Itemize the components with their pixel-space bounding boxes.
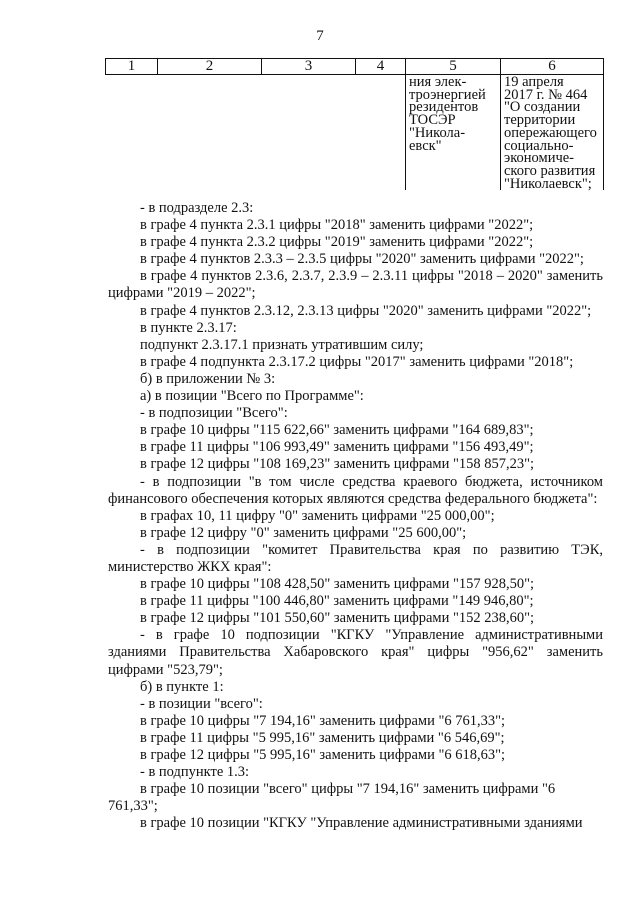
text-line: в графе 10 цифры "7 194,16" заменить цифрами "6 761,33"; [140,712,506,729]
table-row [106,75,604,191]
text-line: подпункт 2.3.17.1 признать утратившим силу; [140,336,424,353]
text-line: в пункте 2.3.17: [140,319,237,336]
text-line: в графе 4 пунктов 2.3.12, 2.3.13 цифры "2020" заменить цифрами "2022"; [140,302,592,319]
column-number: 4 [356,59,406,75]
table-cell-col5: ния элек- троэнергией резидентов ТОСЭР "Никола- евск" [409,74,486,154]
text-line: - в графе 10 подпозиции "КГКУ "Управление административными зданиями Правительства Хабаровского края" цифры "956,62" заменить цифрами "523,79"; [108,627,603,678]
text-line: б) в приложении № 3: [140,370,276,387]
column-number: 6 [501,59,604,75]
text-line: в графе 4 пункта 2.3.2 цифры "2019" заменить цифрами "2022"; [140,234,534,251]
text-line: - в подразделе 2.3: [140,200,254,216]
column-numbers-row [106,59,604,75]
text-line: а) в позиции "Всего по Программе": [140,388,364,405]
column-number: 5 [406,59,501,75]
text-line: в графе 12 цифры "108 169,23" заменить цифрами "158 857,23"; [140,456,535,473]
text-line: - в позиции "всего": [140,695,263,712]
amendment-text [108,200,603,832]
text-line: - в подпозиции "в том числе средства краевого бюджета, источником финансового обеспечения которых являются средства федерального бюджета": [108,473,603,507]
text-line: б) в пункте 1: [140,678,224,695]
text-line: в графе 12 цифры "101 550,60" заменить цифрами "152 238,60"; [140,610,535,627]
text-line: в графе 4 пунктов 2.3.3 – 2.3.5 цифры "2020" заменить цифрами "2022"; [140,251,584,268]
text-line: в графе 12 цифру "0" заменить цифрами "25 600,00"; [140,524,467,541]
text-line: в графе 10 цифры "108 428,50" заменить цифрами "157 928,50"; [140,576,535,593]
text-line: в графе 11 цифры "106 993,49" заменить цифрами "156 493,49"; [140,439,534,456]
text-line: в графе 10 позиции "КГКУ "Управление административными зданиями [140,815,583,832]
text-line: в графе 4 подпункта 2.3.17.2 цифры "2017" заменить цифрами "2018"; [140,353,574,370]
page-number: 7 [316,28,324,44]
text-line: в графе 11 цифры "100 446,80" заменить цифрами "149 946,80"; [140,593,534,610]
text-line: в графе 4 пункта 2.3.1 цифры "2018" заменить цифрами "2022"; [140,217,534,234]
text-line: в графе 10 позиции "всего" цифры "7 194,16" заменить цифрами "6 761,33"; [108,781,556,815]
table-cell-col6: 19 апреля 2017 г. № 464 "О создании территории опережающего социально- экономиче- ского развития "Николаевск"; [504,74,597,192]
text-line: - в подпозиции "Всего": [140,405,288,422]
text-line: в графе 12 цифры "5 995,16" заменить цифрами "6 618,63"; [140,747,506,763]
column-number: 3 [262,59,356,75]
table-header [105,58,604,190]
text-line: в графе 4 пунктов 2.3.6, 2.3.7, 2.3.9 – 2.3.11 цифры "2018 – 2020" заменить цифрами "2019 – 2022"; [108,268,603,302]
column-number: 2 [158,59,262,75]
text-line: в графе 11 цифры "5 995,16" заменить цифрами "6 546,69"; [140,729,505,746]
text-line: - в подпункте 1.3: [140,764,250,781]
text-line: в графе 10 цифры "115 622,66" заменить цифрами "164 689,83"; [140,422,534,439]
text-line: в графах 10, 11 цифру "0" заменить цифрами "25 000,00"; [140,507,495,524]
column-number: 1 [106,59,158,75]
text-line: - в подпозиции "комитет Правительства края по развитию ТЭК, министерство ЖКХ края": [108,541,603,575]
